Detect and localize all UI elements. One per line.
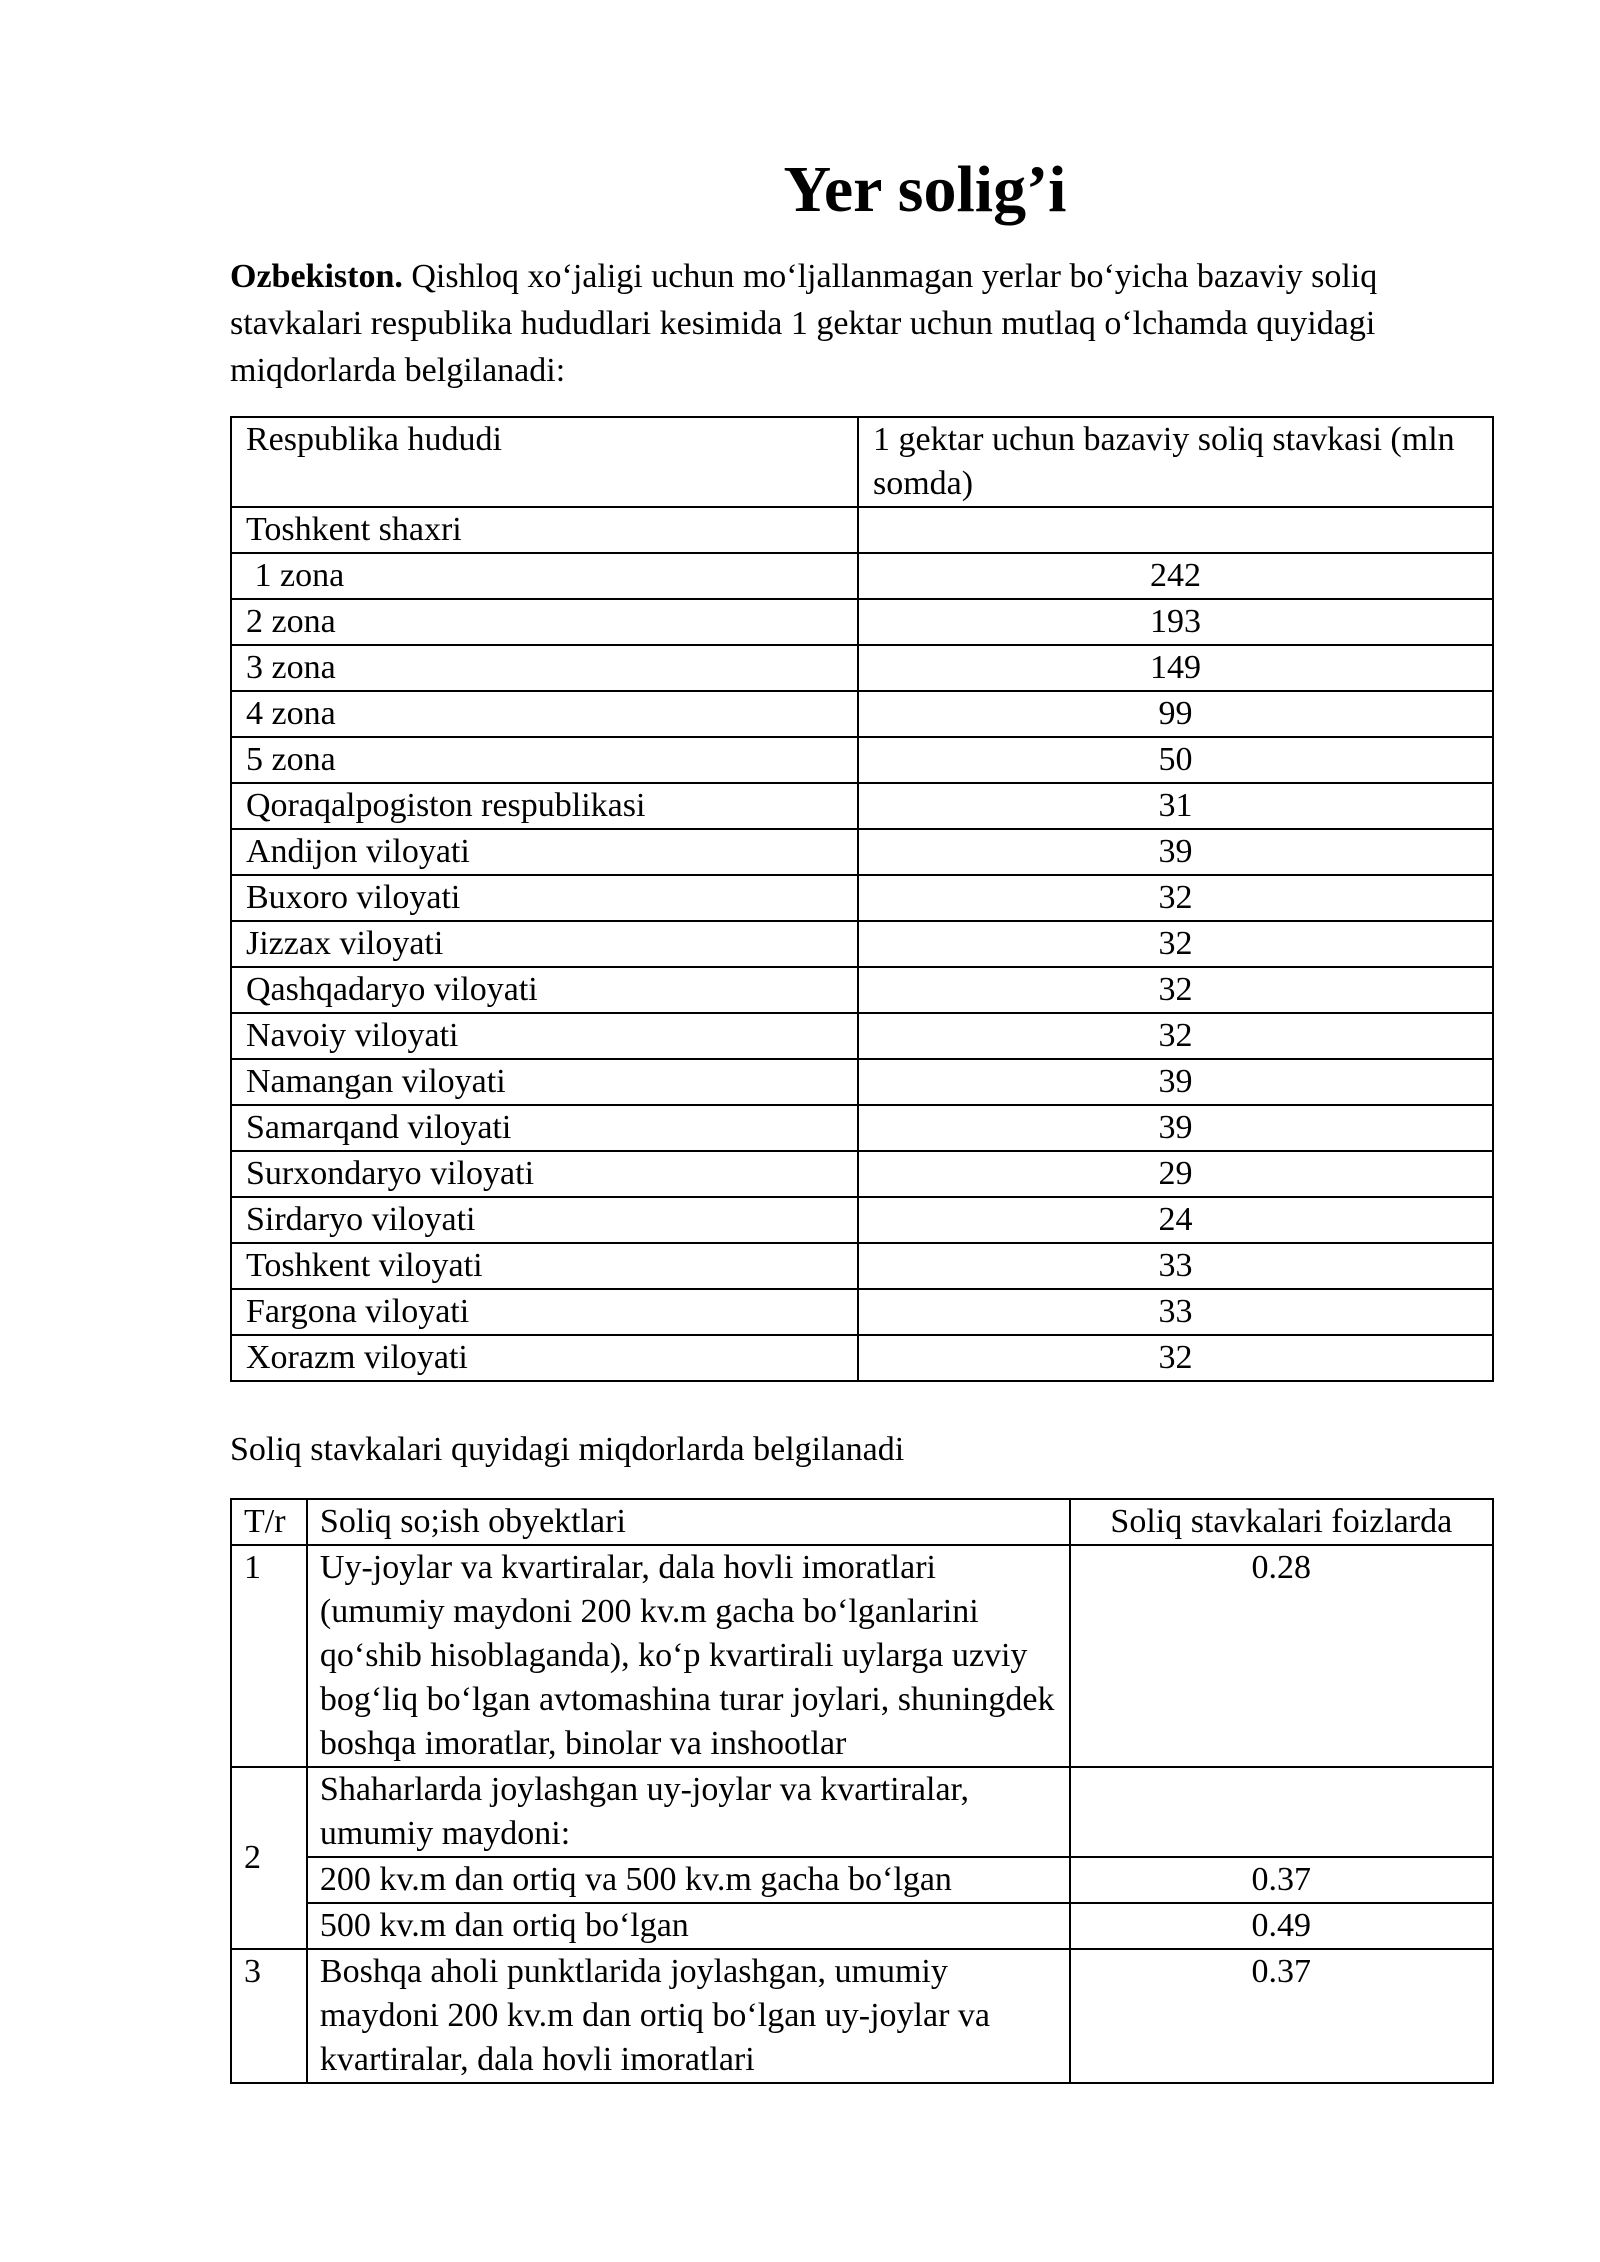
region-cell: 4 zona: [231, 691, 858, 737]
rate-cell: 193: [858, 599, 1493, 645]
region-cell: Toshkent shaxri: [231, 507, 858, 553]
table-row: [231, 1243, 1493, 1289]
table-row: [231, 1949, 1493, 2083]
region-cell: Fargona viloyati: [231, 1289, 858, 1335]
row-object: Boshqa aholi punktlarida joylashgan, umumiy maydoni 200 kv.m dan ortiq bo‘lgan uy-joylar va kvartiralar, dala hovli imoratlari: [307, 1949, 1070, 2083]
table-header-row: [231, 417, 1493, 507]
table-row: [231, 599, 1493, 645]
rate-cell: [858, 507, 1493, 553]
tax-rate-table: [230, 1498, 1494, 2084]
region-cell: 5 zona: [231, 737, 858, 783]
rate-cell: 32: [858, 921, 1493, 967]
header-rate: 1 gektar uchun bazaviy soliq stavkasi (mln somda): [858, 417, 1493, 507]
region-cell: Qoraqalpogiston respublikasi: [231, 783, 858, 829]
table-row: [231, 1105, 1493, 1151]
table-row: [231, 1013, 1493, 1059]
table-row: [231, 1767, 1493, 1857]
rate-cell: 33: [858, 1289, 1493, 1335]
rate-cell: 32: [858, 1013, 1493, 1059]
region-cell: Andijon viloyati: [231, 829, 858, 875]
table-row: [231, 1289, 1493, 1335]
region-cell: Qashqadaryo viloyati: [231, 967, 858, 1013]
row-number: 2: [231, 1767, 307, 1949]
header-rates: Soliq stavkalari foizlarda: [1070, 1499, 1493, 1545]
page-title: Yer solig’i: [783, 153, 1067, 226]
rate-cell: 39: [858, 829, 1493, 875]
rate-cell: 32: [858, 1335, 1493, 1381]
region-cell: Surxondaryo viloyati: [231, 1151, 858, 1197]
rate-cell: 31: [858, 783, 1493, 829]
row-rate: [1070, 1767, 1493, 1857]
row-number: 1: [231, 1545, 307, 1767]
region-cell: Toshkent viloyati: [231, 1243, 858, 1289]
rate-cell: 242: [858, 553, 1493, 599]
rate-cell: 32: [858, 875, 1493, 921]
region-cell: Sirdaryo viloyati: [231, 1197, 858, 1243]
row-rate: 0.37: [1070, 1949, 1493, 2083]
region-cell: Buxoro viloyati: [231, 875, 858, 921]
table-row: [231, 1059, 1493, 1105]
rate-cell: 50: [858, 737, 1493, 783]
row-object: 500 kv.m dan ortiq bo‘lgan: [307, 1903, 1070, 1949]
section-subtitle: Soliq stavkalari quyidagi miqdorlarda belgilanadi: [230, 1431, 905, 1468]
region-cell: 1 zona: [231, 553, 858, 599]
rate-cell: 33: [858, 1243, 1493, 1289]
table-row: [231, 1857, 1493, 1903]
table-row: [231, 737, 1493, 783]
row-rate: 0.37: [1070, 1857, 1493, 1903]
region-cell: 2 zona: [231, 599, 858, 645]
row-rate: 0.28: [1070, 1545, 1493, 1767]
row-number: 3: [231, 1949, 307, 2083]
table-row: [231, 829, 1493, 875]
rate-cell: 29: [858, 1151, 1493, 1197]
rate-cell: 39: [858, 1059, 1493, 1105]
rate-cell: 24: [858, 1197, 1493, 1243]
table-row: [231, 1151, 1493, 1197]
table-row: [231, 1335, 1493, 1381]
intro-paragraph: [230, 253, 1510, 394]
region-cell: Jizzax viloyati: [231, 921, 858, 967]
table-row: [231, 1903, 1493, 1949]
table-row: [231, 967, 1493, 1013]
row-rate: 0.49: [1070, 1903, 1493, 1949]
region-cell: Xorazm viloyati: [231, 1335, 858, 1381]
base-rate-table: [230, 416, 1494, 1382]
table-row: [231, 875, 1493, 921]
header-region: Respublika hududi: [231, 417, 858, 507]
row-object: Uy-joylar va kvartiralar, dala hovli imoratlari (umumiy maydoni 200 kv.m gacha bo‘lganlarini qo‘shib hisoblaganda), ko‘p kvartirali uylarga uzviy bog‘liq bo‘lgan avtomashina turar joylari, shuningdek boshqa imoratlar, binolar va inshootlar: [307, 1545, 1070, 1767]
header-objects: Soliq so;ish obyektlari: [307, 1499, 1070, 1545]
region-cell: Navoiy viloyati: [231, 1013, 858, 1059]
table-row: [231, 553, 1493, 599]
region-cell: 3 zona: [231, 645, 858, 691]
region-cell: Samarqand viloyati: [231, 1105, 858, 1151]
intro-bold-lead: Ozbekiston.: [230, 258, 403, 295]
rate-cell: 32: [858, 967, 1493, 1013]
table-row: [231, 1197, 1493, 1243]
rate-cell: 149: [858, 645, 1493, 691]
table-row: [231, 507, 1493, 553]
table-row: [231, 691, 1493, 737]
header-number: T/r: [231, 1499, 307, 1545]
table-header-row: [231, 1499, 1493, 1545]
table-row: [231, 1545, 1493, 1767]
table-row: [231, 645, 1493, 691]
rate-cell: 39: [858, 1105, 1493, 1151]
row-object: Shaharlarda joylashgan uy-joylar va kvartiralar, umumiy maydoni:: [307, 1767, 1070, 1857]
table-row: [231, 921, 1493, 967]
region-cell: Namangan viloyati: [231, 1059, 858, 1105]
intro-text: Qishloq xo‘jaligi uchun mo‘ljallanmagan yerlar bo‘yicha bazaviy soliq stavkalari respublika hududlari kesimida 1 gektar uchun mutlaq o‘lchamda quyidagi miqdorlarda belgilanadi:: [230, 258, 1378, 389]
row-object: 200 kv.m dan ortiq va 500 kv.m gacha bo‘lgan: [307, 1857, 1070, 1903]
rate-cell: 99: [858, 691, 1493, 737]
table-row: [231, 783, 1493, 829]
